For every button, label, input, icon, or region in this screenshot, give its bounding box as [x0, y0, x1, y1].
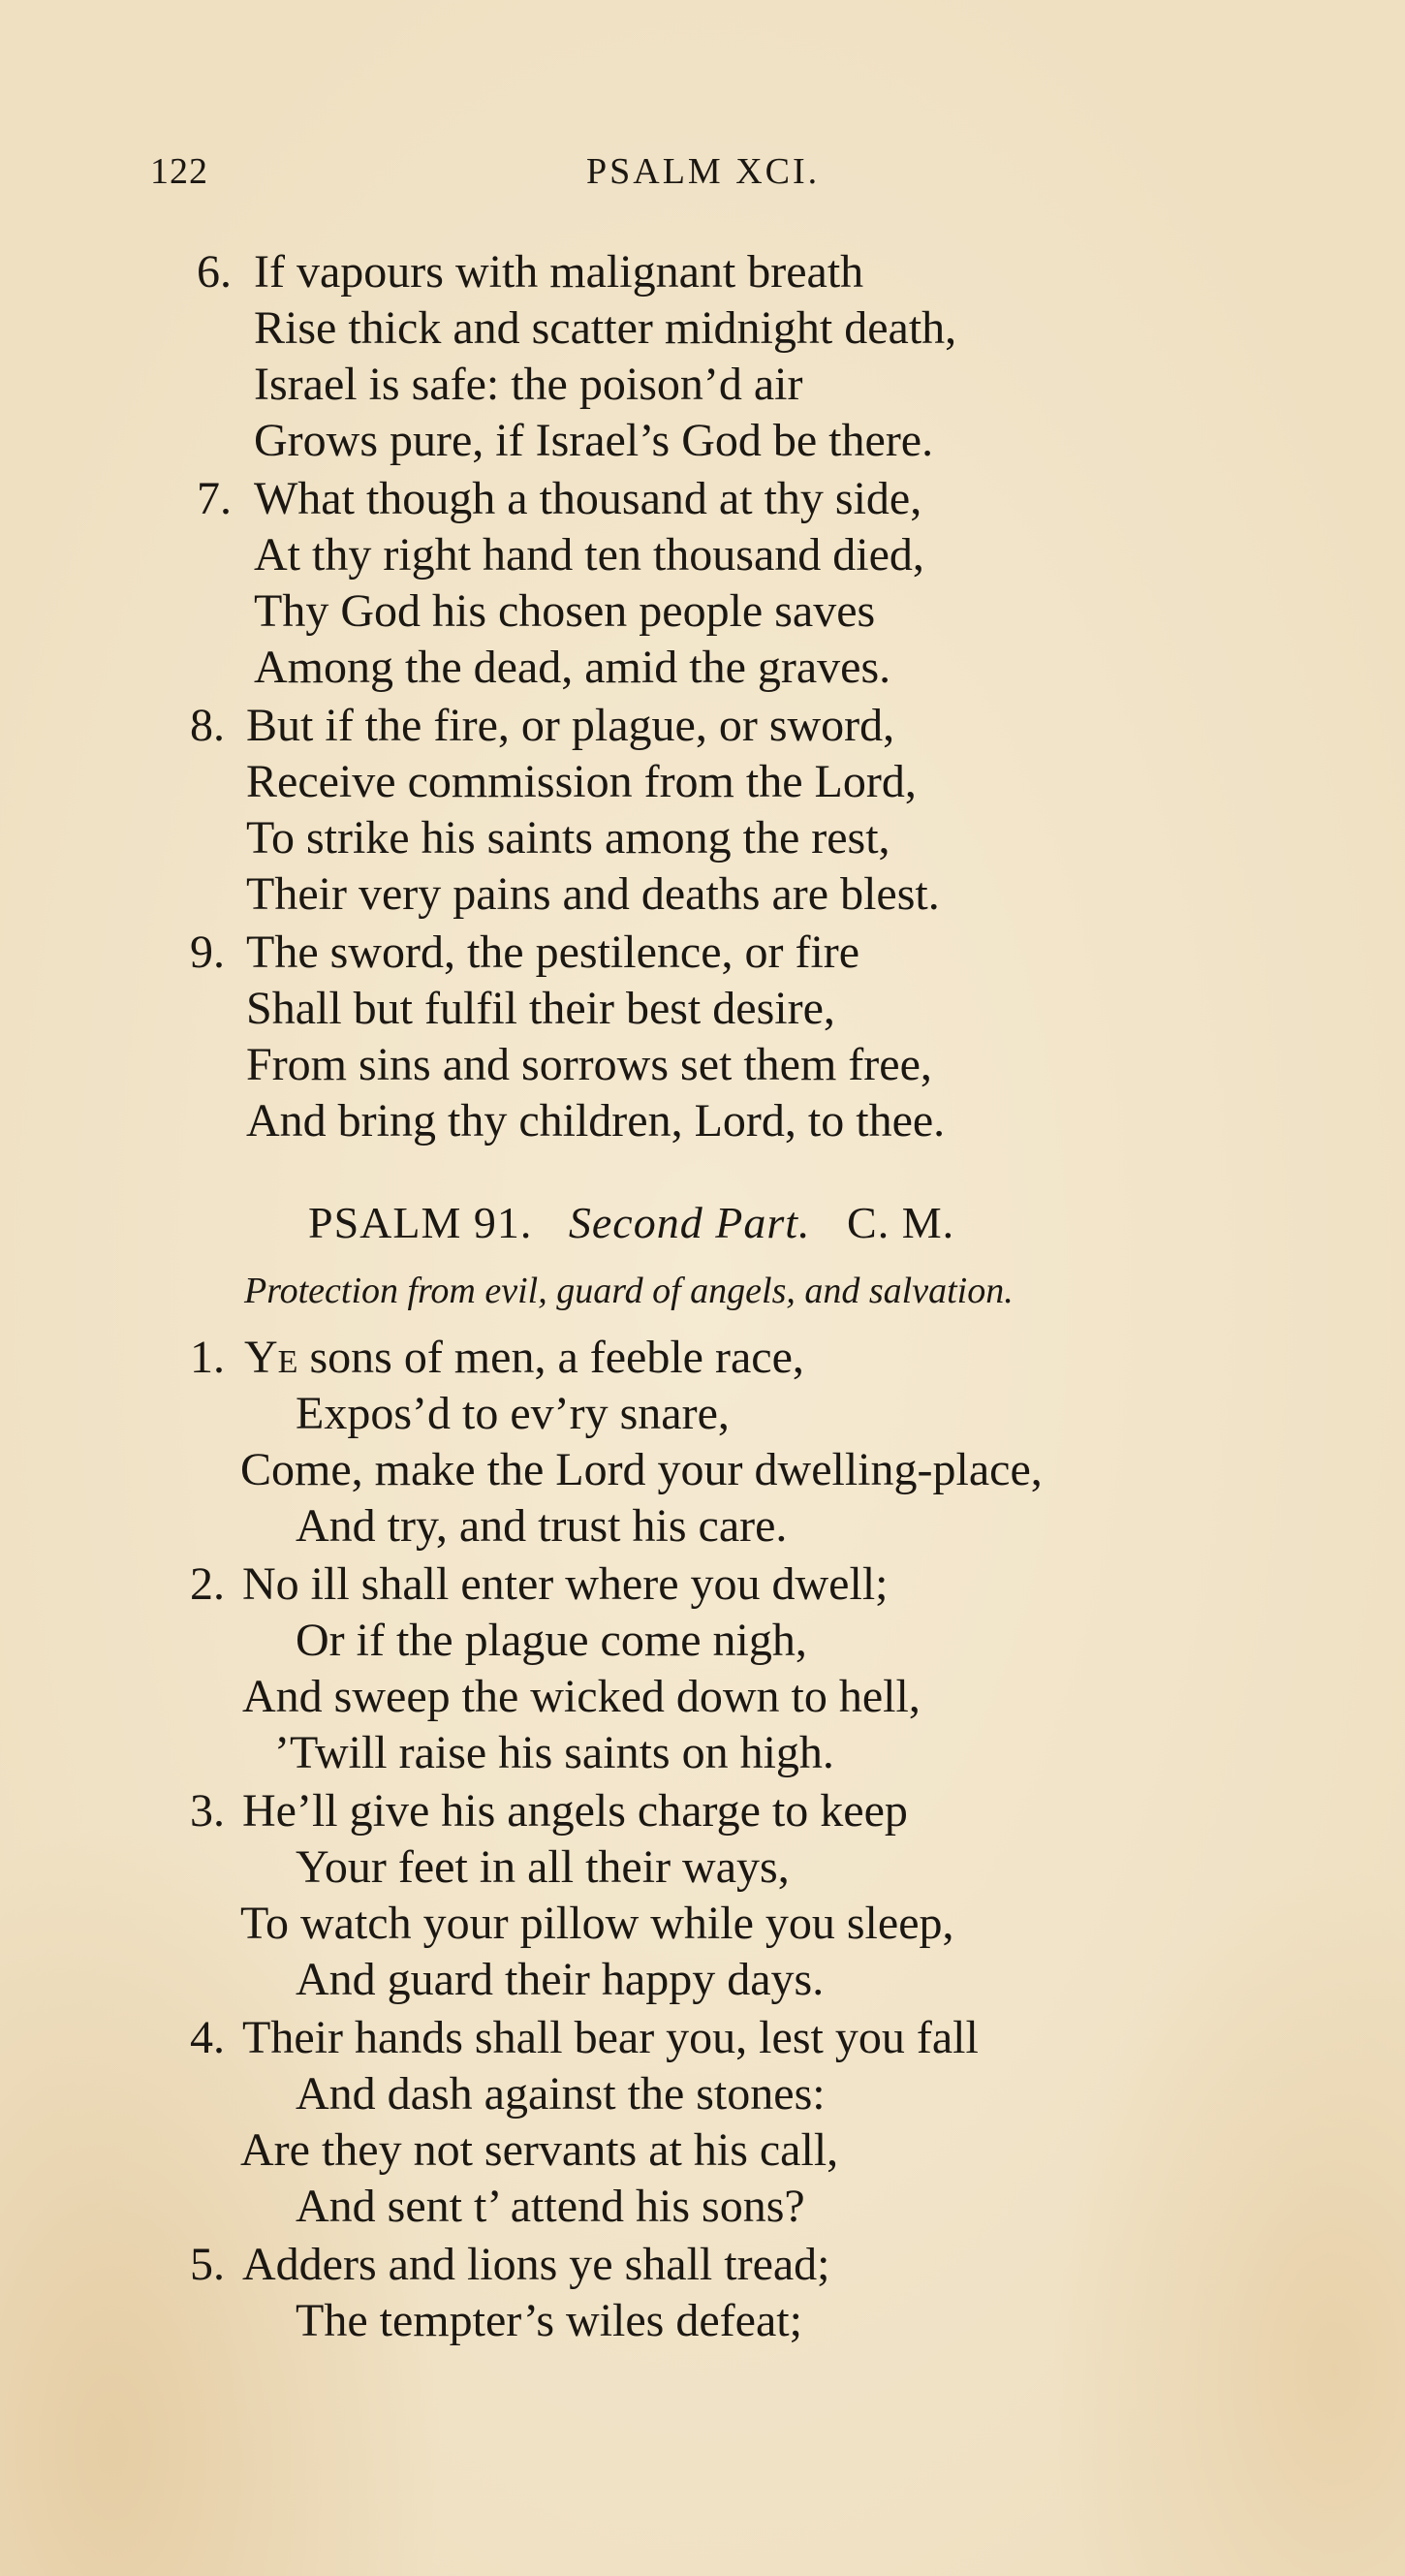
stanza-number: 4. [190, 2012, 225, 2063]
running-title: PSALM XCI. [586, 151, 821, 192]
part-title-meter: C. M. [847, 1198, 955, 1247]
verse-line: To strike his saints among the rest, [246, 812, 890, 864]
verse-line: And guard their happy days. [296, 1954, 825, 2005]
verse-line: No ill shall enter where you dwell; [242, 1558, 889, 1610]
verse-line: And try, and trust his care. [296, 1500, 788, 1552]
part-title-psalm: PSALM 91. [308, 1198, 533, 1247]
stanza-number: 6. [197, 246, 232, 298]
page-header [150, 150, 1235, 208]
stanza-number: 2. [190, 1558, 225, 1610]
verse-line: Are they not servants at his call, [240, 2124, 839, 2176]
verse-line: The tempter’s wiles defeat; [296, 2295, 802, 2346]
verse-line: From sins and sorrows set them free, [246, 1039, 932, 1090]
part-subtitle: Protection from evil, guard of angels, and salvation. [244, 1271, 1014, 1311]
verse-line: To watch your pillow while you sleep, [240, 1898, 954, 1949]
verse-line: And dash against the stones: [296, 2068, 826, 2120]
verse-line: Their hands shall bear you, lest you fall [242, 2012, 979, 2063]
verse-line: Or if the plague come nigh, [296, 1615, 807, 1666]
verse-line: If vapours with malignant breath [254, 246, 864, 298]
verse-line: Israel is safe: the poison’d air [254, 359, 803, 410]
page-number: 122 [150, 151, 208, 192]
verse-line: But if the fire, or plague, or sword, [246, 700, 895, 751]
verse-line: Thy God his chosen people saves [254, 585, 876, 637]
stanza-number: 7. [197, 473, 232, 524]
verse-line: And bring thy children, Lord, to thee. [246, 1095, 946, 1147]
verse-line: ’Twill raise his saints on high. [274, 1727, 834, 1778]
verse-line: Among the dead, amid the graves. [254, 642, 891, 693]
verse-line: Expos’d to ev’ry snare, [296, 1388, 730, 1439]
verse-line-text: sons of men, a feeble race, [309, 1332, 804, 1383]
drop-word-initial: Y [244, 1332, 278, 1383]
verse-line: And sent t’ attend his sons? [296, 2181, 805, 2232]
verse-line: Come, make the Lord your dwelling-place, [240, 1444, 1043, 1495]
verse-line: Grows pure, if Israel’s God be there. [254, 415, 934, 466]
verse-line: Shall but fulfil their best desire, [246, 983, 835, 1034]
verse-line: And sweep the wicked down to hell, [242, 1671, 921, 1722]
verse-line: Receive commission from the Lord, [246, 756, 917, 807]
verse-line: At thy right hand ten thousand died, [254, 529, 924, 581]
stanza-number: 9. [190, 927, 225, 978]
verse-line: Your feet in all their ways, [296, 1841, 790, 1893]
stanza-number: 1. [190, 1332, 225, 1383]
drop-word-rest: e [277, 1332, 298, 1383]
verse-line [244, 1330, 804, 1386]
verse-line: The sword, the pestilence, or fire [246, 927, 860, 978]
verse-line: Adders and lions ye shall tread; [242, 2239, 830, 2290]
verse-line: Rise thick and scatter midnight death, [254, 302, 957, 354]
verse-line: What though a thousand at thy side, [254, 473, 922, 524]
part-title-part: Second Part. [568, 1198, 811, 1247]
verse-line: Their very pains and deaths are blest. [246, 868, 940, 920]
stanza-number: 8. [190, 700, 225, 751]
stanza-number: 3. [190, 1785, 225, 1837]
verse-line: He’ll give his angels charge to keep [242, 1785, 908, 1837]
part-title [308, 1197, 954, 1248]
stanza-number: 5. [190, 2239, 225, 2290]
